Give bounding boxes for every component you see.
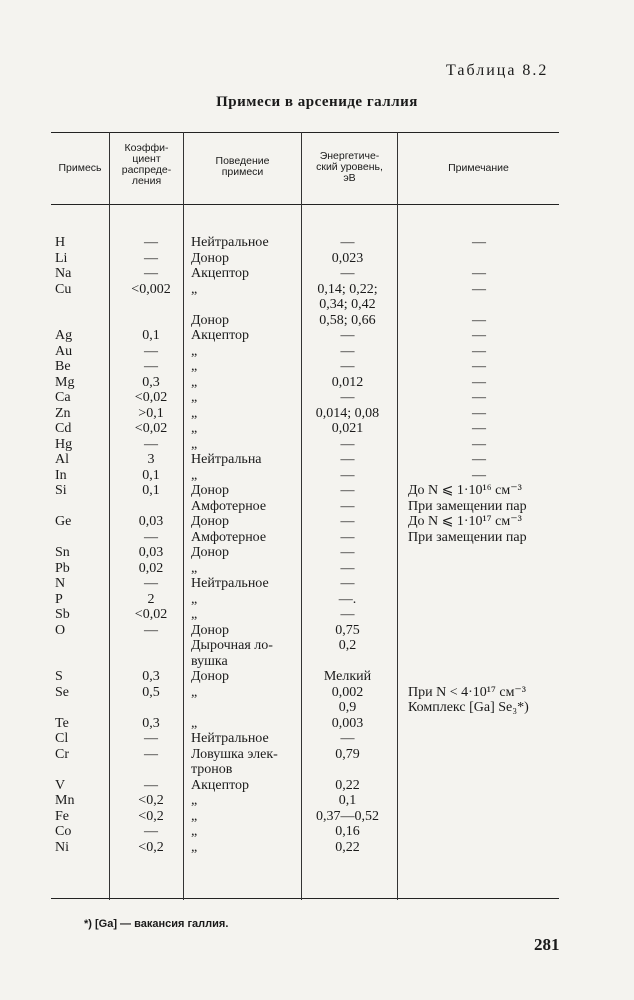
coefficient-cell: —: [144, 731, 158, 746]
behavior-cell: Донор: [191, 514, 230, 529]
header-impurity: Примесь: [58, 162, 102, 174]
table-top-rule: [51, 132, 559, 133]
table-row: [0, 375, 634, 391]
energy-cell: —: [340, 560, 355, 576]
note-cell: —: [472, 359, 486, 374]
table-row: [0, 421, 634, 437]
table-row: [0, 452, 634, 468]
behavior-cell: „: [191, 343, 198, 359]
impurity-cell: Mn: [55, 793, 75, 808]
behavior-cell: Донор: [191, 250, 230, 266]
note-cell: Комплекс [Ga] Se₃*): [408, 700, 529, 715]
table-row: [0, 344, 634, 360]
behavior-cell: вушка: [191, 653, 228, 669]
impurity-cell: Se: [55, 684, 69, 700]
behavior-cell: „: [191, 467, 198, 483]
table-row: [0, 390, 634, 406]
energy-cell: Мелкий: [323, 669, 372, 684]
impurity-cell: Ge: [55, 514, 72, 529]
table-row: [0, 561, 634, 577]
coefficient-cell: —: [144, 266, 158, 281]
header-rule: [51, 204, 559, 205]
note-cell: —: [472, 235, 486, 250]
coefficient-cell: <0,2: [138, 808, 164, 824]
behavior-cell: Акцептор: [191, 266, 250, 281]
energy-cell: —.: [338, 591, 357, 607]
behavior-cell: Акцептор: [191, 777, 250, 793]
note-cell: —: [472, 266, 486, 281]
coefficient-cell: 0,5: [142, 684, 160, 700]
energy-cell: 0,79: [335, 746, 360, 762]
table-row: [0, 623, 634, 639]
energy-cell: —: [340, 452, 355, 467]
energy-cell: 0,012: [331, 374, 364, 390]
table-row: [0, 328, 634, 344]
table-row: [0, 530, 634, 546]
behavior-cell: „: [191, 560, 198, 576]
impurity-cell: Hg: [55, 436, 73, 452]
note-cell: —: [472, 452, 486, 467]
table-bottom-rule: [51, 898, 559, 899]
behavior-cell: „: [191, 793, 198, 808]
coefficient-cell: 0,3: [142, 374, 160, 390]
impurity-cell: Ag: [55, 328, 73, 343]
behavior-cell: „: [191, 824, 198, 839]
behavior-cell: Донор: [191, 312, 230, 328]
header-behavior: Поведение примеси: [215, 155, 270, 178]
energy-cell: 0,2: [338, 638, 357, 653]
energy-cell: —: [340, 328, 355, 343]
note-cell: До N ⩽ 1·10¹⁶ см⁻³: [408, 483, 522, 498]
table-row: [0, 669, 634, 685]
impurity-cell: P: [55, 591, 63, 607]
behavior-cell: Донор: [191, 622, 230, 638]
behavior-cell: „: [191, 436, 198, 452]
note-cell: —: [472, 343, 486, 359]
coefficient-cell: <0,2: [138, 793, 164, 808]
energy-cell: 0,22: [335, 777, 360, 793]
coefficient-cell: <0,002: [131, 281, 171, 297]
coefficient-cell: 3: [147, 452, 155, 467]
note-cell: —: [472, 374, 486, 390]
behavior-cell: Акцептор: [191, 328, 250, 343]
coefficient-cell: —: [144, 436, 158, 452]
impurity-cell: Cr: [55, 746, 69, 762]
note-cell: При замещении пар: [408, 498, 527, 514]
behavior-cell: „: [191, 808, 198, 824]
energy-cell: —: [340, 576, 355, 591]
note-cell: При замещении пар: [408, 529, 527, 545]
impurity-cell: Fe: [55, 808, 69, 824]
behavior-cell: „: [191, 715, 198, 731]
energy-cell: —: [340, 498, 355, 514]
energy-cell: —: [340, 436, 355, 452]
energy-cell: 0,002: [331, 684, 364, 700]
note-cell: —: [472, 436, 486, 452]
coefficient-cell: —: [144, 777, 158, 793]
table-row: [0, 607, 634, 623]
coefficient-cell: <0,2: [138, 839, 164, 855]
header-energy: Энергетиче- ский уровень, эВ: [316, 150, 383, 184]
table-row: [0, 251, 634, 267]
energy-cell: 0,003: [331, 715, 364, 731]
energy-cell: —: [340, 545, 355, 560]
impurity-cell: Si: [55, 483, 67, 498]
table-row: [0, 235, 634, 251]
energy-cell: 0,9: [338, 700, 357, 715]
coefficient-cell: >0,1: [138, 405, 164, 421]
energy-cell: —: [340, 390, 355, 405]
table-row: [0, 468, 634, 484]
coefficient-cell: 0,3: [142, 669, 160, 684]
energy-cell: —: [340, 514, 355, 529]
energy-cell: 0,16: [335, 824, 360, 839]
behavior-cell: „: [191, 421, 198, 436]
impurity-cell: Sn: [55, 545, 70, 560]
coefficient-cell: —: [144, 529, 158, 545]
impurity-cell: Ni: [55, 839, 69, 855]
behavior-cell: Амфотерное: [191, 498, 267, 514]
note-cell: —: [472, 467, 486, 483]
note-cell: —: [472, 328, 486, 343]
impurity-cell: V: [55, 777, 66, 793]
behavior-cell: „: [191, 684, 198, 700]
behavior-cell: Донор: [191, 669, 230, 684]
behavior-cell: Дырочная ло-: [191, 638, 273, 653]
coefficient-cell: —: [144, 250, 158, 266]
energy-cell: 0,1: [338, 793, 357, 808]
impurity-cell: Cd: [55, 421, 72, 436]
energy-cell: —: [340, 731, 355, 746]
behavior-cell: „: [191, 390, 198, 405]
energy-cell: 0,75: [335, 622, 360, 638]
impurity-cell: Pb: [55, 560, 70, 576]
behavior-cell: „: [191, 359, 198, 374]
impurity-cell: Ca: [55, 390, 71, 405]
behavior-cell: „: [191, 591, 198, 607]
behavior-cell: Амфотерное: [191, 529, 267, 545]
note-cell: —: [472, 421, 486, 436]
energy-cell: —: [340, 483, 355, 498]
coefficient-cell: —: [144, 824, 158, 839]
impurity-cell: Te: [55, 715, 69, 731]
behavior-cell: тронов: [191, 762, 233, 777]
energy-cell: —: [340, 607, 355, 622]
behavior-cell: Донор: [191, 483, 230, 498]
footnote: *) [Ga] — вакансия галлия.: [84, 918, 229, 930]
table-row: [0, 282, 634, 298]
note-cell: —: [472, 312, 486, 328]
table-row: [0, 437, 634, 453]
coefficient-cell: —: [144, 622, 158, 638]
table-row: [0, 762, 634, 778]
energy-cell: —: [340, 529, 355, 545]
impurity-cell: Na: [55, 266, 72, 281]
table-row: [0, 483, 634, 499]
table-row: [0, 514, 634, 530]
impurity-cell: Be: [55, 359, 71, 374]
behavior-cell: „: [191, 374, 198, 390]
coefficient-cell: <0,02: [134, 390, 168, 405]
energy-cell: 0,14; 0,22;: [317, 281, 378, 297]
table-row: [0, 545, 634, 561]
energy-cell: 0,22: [335, 839, 360, 855]
behavior-cell: „: [191, 607, 198, 622]
page-number: 281: [534, 935, 560, 954]
table-row: [0, 716, 634, 732]
table-row: [0, 778, 634, 794]
impurity-cell: Cu: [55, 281, 72, 297]
impurity-cell: Co: [55, 824, 72, 839]
energy-cell: 0,58; 0,66: [319, 312, 376, 328]
table-label: Таблица 8.2: [446, 62, 549, 79]
table-row: [0, 313, 634, 329]
energy-cell: 0,021: [331, 421, 364, 436]
impurity-cell: Cl: [55, 731, 69, 746]
note-cell: —: [472, 390, 486, 405]
table-row: [0, 731, 634, 747]
impurity-cell: O: [55, 622, 66, 638]
table-row: [0, 700, 634, 716]
coefficient-cell: 0,03: [138, 545, 164, 560]
coefficient-cell: 0,1: [142, 328, 160, 343]
coefficient-cell: —: [144, 343, 158, 359]
coefficient-cell: 0,3: [142, 715, 160, 731]
impurity-cell: Au: [55, 343, 73, 359]
table-row: [0, 592, 634, 608]
coefficient-cell: —: [144, 235, 158, 250]
table-row: [0, 499, 634, 515]
table-row: [0, 297, 634, 313]
impurity-cell: H: [55, 235, 66, 250]
energy-cell: 0,37—0,52: [316, 808, 379, 824]
behavior-cell: Нейтральное: [191, 576, 269, 591]
coefficient-cell: 0,02: [138, 560, 164, 576]
table-title: Примеси в арсениде галлия: [216, 94, 418, 110]
header-coefficient: Коэффи- циент распреде- ления: [121, 142, 172, 187]
note-cell: При N < 4·10¹⁷ см⁻³: [408, 684, 527, 700]
energy-cell: —: [340, 359, 355, 374]
table-row: [0, 654, 634, 670]
impurity-cell: Li: [55, 250, 68, 266]
table-row: [0, 824, 634, 840]
coefficient-cell: 0,1: [142, 467, 160, 483]
table-row: [0, 809, 634, 825]
impurity-cell: In: [55, 467, 67, 483]
coefficient-cell: 0,1: [142, 483, 160, 498]
table-row: [0, 406, 634, 422]
behavior-cell: Нейтральна: [191, 452, 262, 467]
table-row: [0, 576, 634, 592]
table-row: [0, 685, 634, 701]
energy-cell: 0,34; 0,42: [319, 297, 376, 312]
note-cell: До N ⩽ 1·10¹⁷ см⁻³: [408, 514, 522, 529]
energy-cell: —: [340, 467, 355, 483]
coefficient-cell: —: [144, 746, 158, 762]
behavior-cell: Нейтральное: [191, 731, 269, 746]
table-row: [0, 793, 634, 809]
impurity-cell: Mg: [55, 374, 75, 390]
impurity-cell: Zn: [55, 405, 71, 421]
note-cell: —: [472, 281, 486, 297]
coefficient-cell: —: [144, 576, 158, 591]
table-row: [0, 747, 634, 763]
impurity-cell: N: [55, 576, 66, 591]
note-cell: —: [472, 405, 486, 421]
impurity-cell: S: [55, 669, 63, 684]
table-row: [0, 359, 634, 375]
energy-cell: 0,014; 0,08: [315, 405, 380, 421]
behavior-cell: „: [191, 405, 198, 421]
behavior-cell: „: [191, 839, 198, 855]
coefficient-cell: <0,02: [134, 607, 168, 622]
behavior-cell: Донор: [191, 545, 230, 560]
coefficient-cell: 2: [147, 591, 155, 607]
energy-cell: —: [340, 235, 355, 250]
header-note: Примечание: [448, 162, 509, 174]
behavior-cell: „: [191, 281, 198, 297]
coefficient-cell: —: [144, 359, 158, 374]
table-row: [0, 840, 634, 856]
behavior-cell: Ловушка элек-: [191, 746, 278, 762]
impurity-cell: Al: [55, 452, 69, 467]
coefficient-cell: 0,03: [138, 514, 164, 529]
impurity-cell: Sb: [55, 607, 70, 622]
table-row: [0, 266, 634, 282]
energy-cell: 0,023: [331, 250, 364, 266]
table-row: [0, 638, 634, 654]
coefficient-cell: <0,02: [134, 421, 168, 436]
energy-cell: —: [340, 343, 355, 359]
behavior-cell: Нейтральное: [191, 235, 269, 250]
energy-cell: —: [340, 266, 355, 281]
